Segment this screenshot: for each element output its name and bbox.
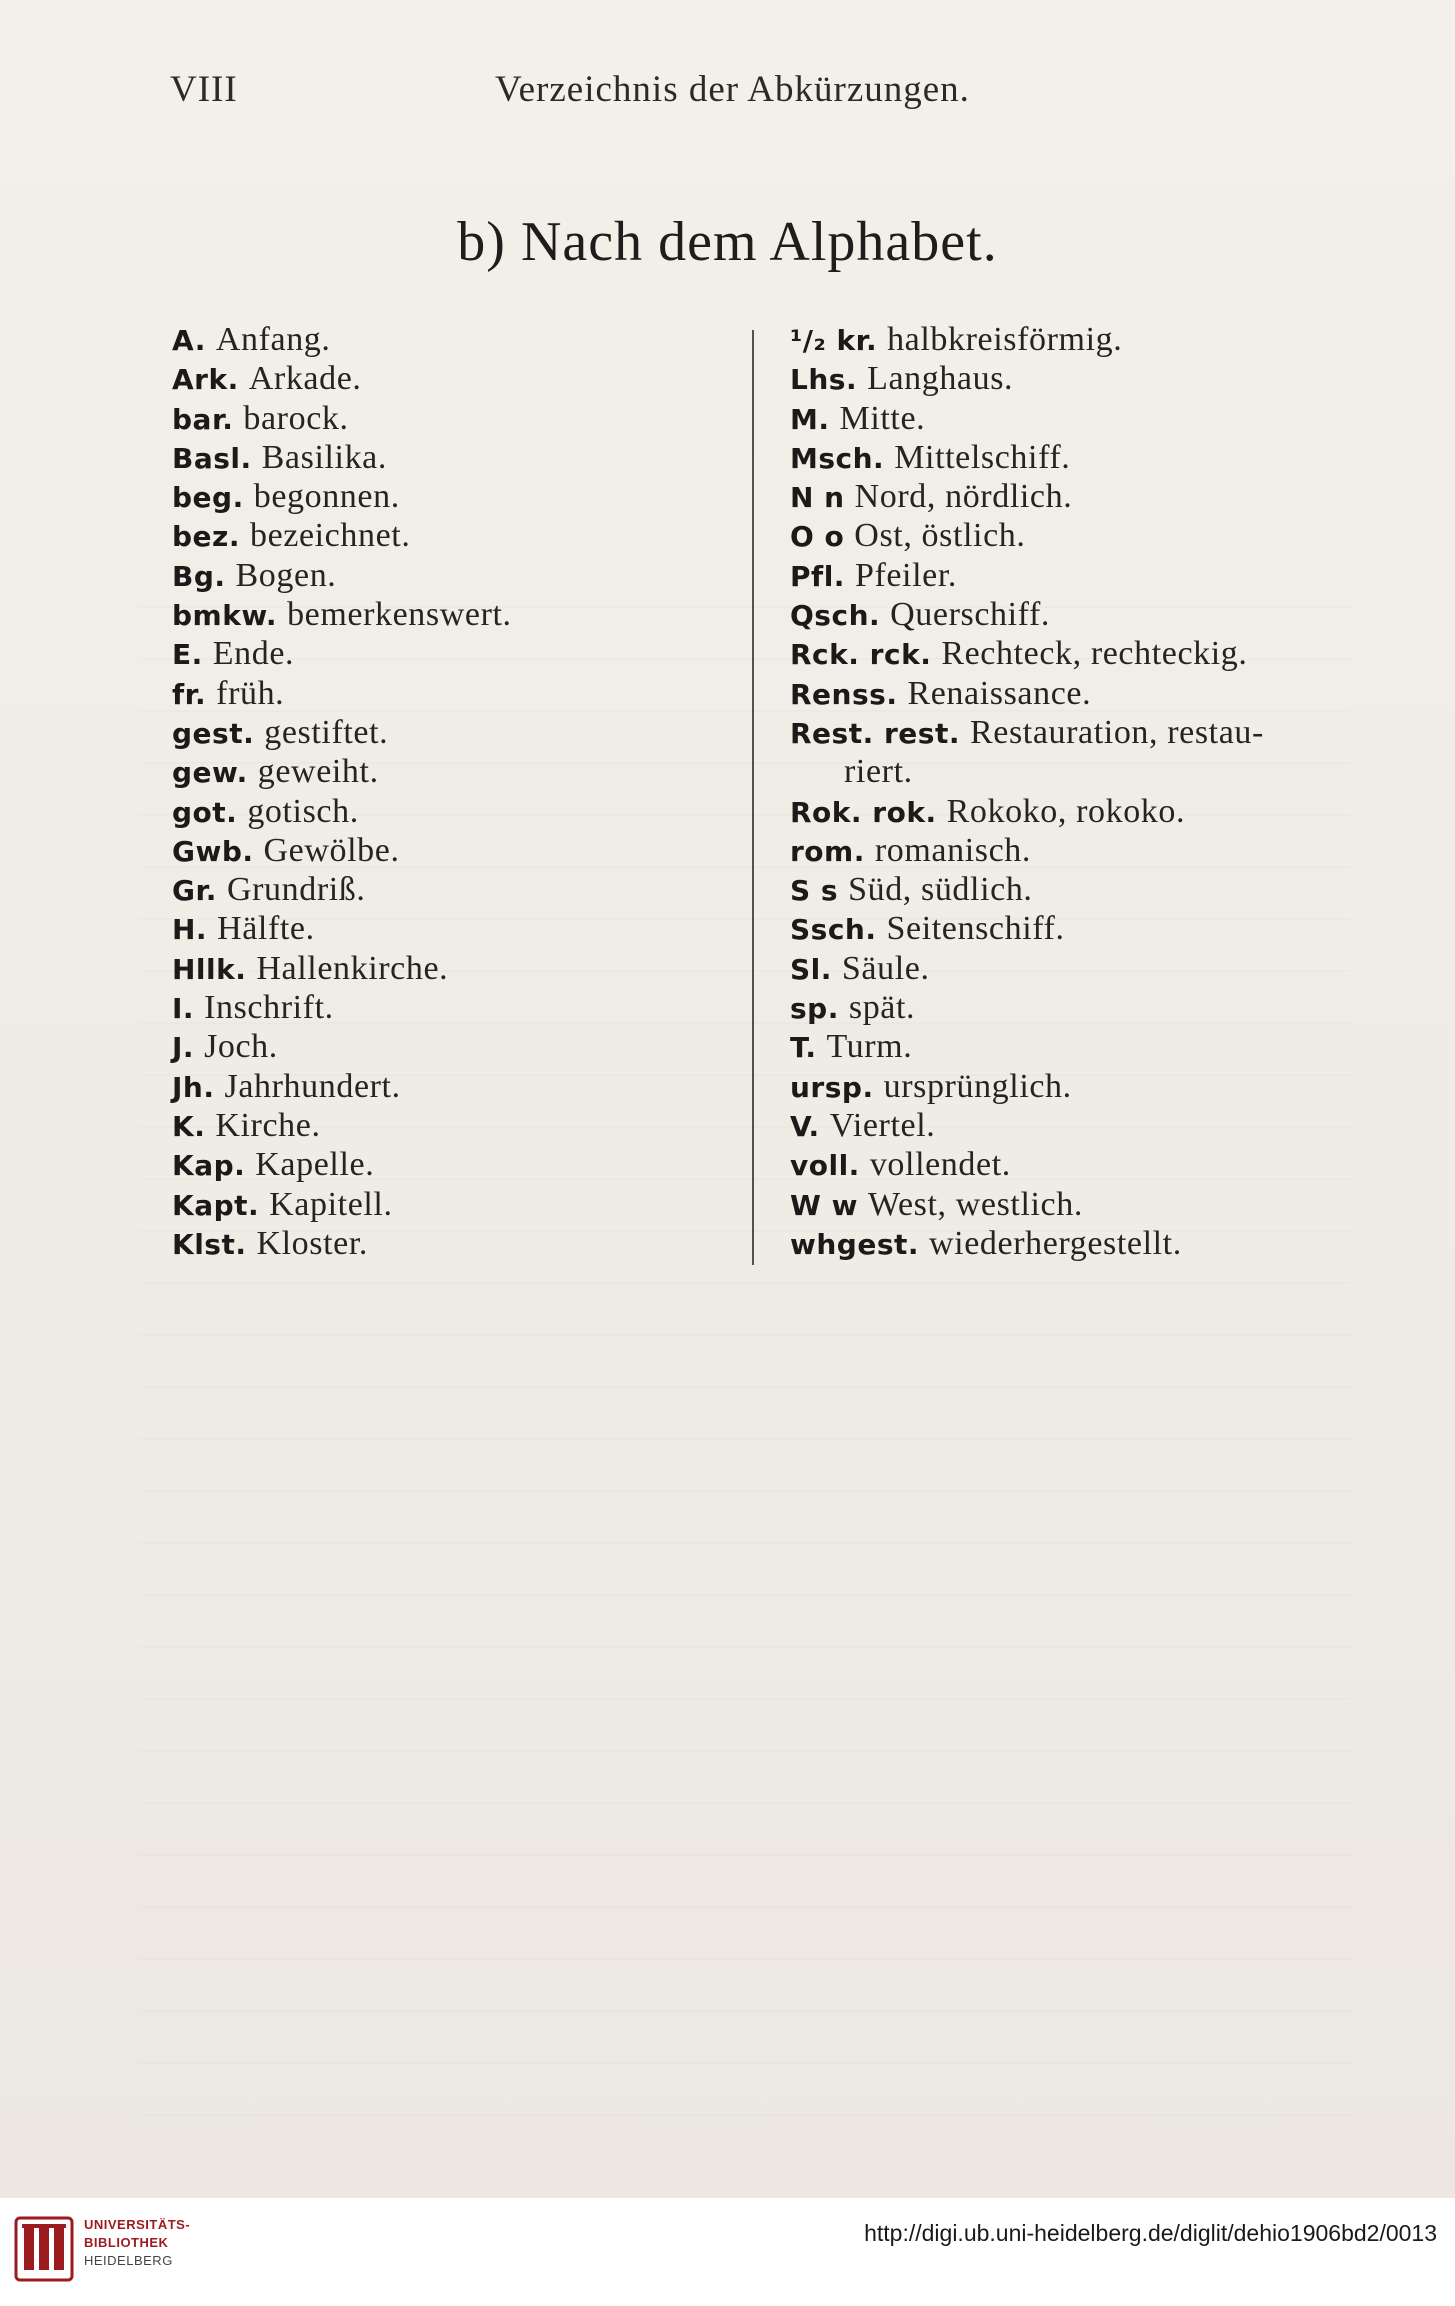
abbreviation-entry [172,1224,732,1263]
abbreviation-meaning: Grundriß. [226,871,366,909]
abbreviation-entry [172,1145,732,1184]
abbreviation-entry [790,713,1380,752]
abbreviation: E. [172,638,203,672]
abbreviation-entry [790,988,1380,1027]
abbreviation-entry [790,1224,1380,1263]
abbreviation: S s [790,874,839,908]
abbreviation-meaning: geweiht. [257,753,379,791]
abbreviation: O o [790,520,845,554]
section-heading: b) Nach dem Alphabet. [457,211,998,273]
abbreviation-meaning: Kloster. [256,1224,368,1262]
abbreviation: Kapt. [172,1188,260,1222]
page-number: VIII [170,69,238,110]
abbreviation-entry [172,438,732,477]
abbreviation: N n [790,481,845,515]
abbreviation: I. [172,992,195,1026]
abbreviation: J. [172,1031,195,1065]
abbreviation: gest. [172,716,255,750]
abbreviation-entry [172,752,732,791]
abbreviation-meaning: romanisch. [874,831,1031,869]
abbreviation: ursp. [790,1070,874,1104]
abbreviation-entry [790,1106,1380,1145]
abbreviation-entry [790,909,1380,948]
abbreviation-entry [172,1027,732,1066]
running-head-title: Verzeichnis der Abkürzungen. [495,69,970,110]
abbreviation: Renss. [790,677,898,711]
abbreviation: Kap. [172,1149,246,1183]
abbreviation: Sl. [790,952,832,986]
abbreviation-meaning: ursprünglich. [883,1067,1072,1105]
abbreviation: Jh. [172,1070,215,1104]
abbreviation-entry [790,1067,1380,1106]
abbreviation-entry [790,949,1380,988]
abbreviation-meaning: begonnen. [253,478,400,516]
abbreviation-entry [172,595,732,634]
abbreviation-meaning: halbkreisförmig. [887,321,1123,358]
abbreviation-meaning: West, westlich. [868,1185,1083,1223]
source-url-link[interactable]: http://digi.ub.uni-heidelberg.de/diglit/dehio1906bd2/0013 [864,2220,1437,2246]
abbreviation-entry [172,477,732,516]
abbreviation-entry [172,949,732,988]
abbreviation: Hllk. [172,952,247,986]
abbreviation: Qsch. [790,599,881,633]
abbreviation-meaning: bemerkenswert. [287,596,512,634]
abbreviation-entry [790,320,1380,359]
abbreviation-entry [790,399,1380,438]
abbreviation: Ssch. [790,913,877,947]
abbreviation-meaning: Anfang. [215,321,331,358]
abbreviation-meaning: Ost, östlich. [854,517,1026,555]
abbreviation-meaning: Jahrhundert. [224,1067,401,1105]
abbreviation: M. [790,402,830,436]
abbreviation-entry [172,359,732,398]
abbreviation-entry [790,595,1380,634]
abbreviation-entry [172,792,732,831]
abbreviation-entry [172,1185,732,1224]
library-logo[interactable] [0,2210,260,2294]
abbreviation-meaning: Hälfte. [217,910,315,948]
abbreviation: beg. [172,481,244,515]
abbreviation-entry [790,792,1380,831]
abbreviation: ¹/₂ kr. [790,324,878,357]
abbreviation: W w [790,1188,858,1222]
abbreviation: Lhs. [790,363,858,397]
abbreviation-entry [790,556,1380,595]
abbreviation-meaning: vollendet. [869,1146,1011,1184]
abbreviation-entry-continuation [790,752,1380,791]
abbreviation-meaning: Langhaus. [867,360,1014,398]
abbreviation-entry [172,516,732,555]
abbreviation-entry [172,1067,732,1106]
abbreviation-meaning: Bogen. [235,556,337,594]
abbreviation-entry [172,674,732,713]
abbreviation: got. [172,795,238,829]
abbreviation-entry [790,1027,1380,1066]
abbreviation: Pfl. [790,559,845,593]
library-name-line: UNIVERSITÄTS- [84,2217,191,2232]
abbreviation-meaning: Hallenkirche. [256,949,449,987]
library-name [84,2216,190,2270]
abbreviation-entry [790,634,1380,673]
abbreviation-meaning: spät. [848,989,916,1027]
abbreviation-meaning: gotisch. [247,792,359,830]
abbreviation-meaning: Inschrift. [204,989,334,1027]
abbreviation-meaning: Arkade. [248,360,362,398]
abbreviation-meaning: Kapitell. [269,1185,393,1223]
abbreviation-meaning: Viertel. [829,1106,936,1144]
library-seal-icon [14,2216,74,2282]
abbreviation-entry [172,399,732,438]
abbreviation-meaning: Restauration, restau- [969,713,1264,751]
abbreviation: T. [790,1031,817,1065]
abbreviation-entry [790,1145,1380,1184]
abbreviation: Gr. [172,874,217,908]
abbreviation-entry [172,870,732,909]
abbreviation: Rest. rest. [790,716,960,750]
abbreviation: bmkw. [172,599,278,633]
abbreviation-entry [790,516,1380,555]
column-divider [752,330,754,1265]
abbreviation-entry [172,988,732,1027]
abbreviation-meaning: Mittelschiff. [894,438,1071,476]
library-name-line: BIBLIOTHEK [84,2235,169,2250]
abbreviation-meaning: Seitenschiff. [886,910,1065,948]
abbreviation-meaning: riert. [844,753,913,791]
abbreviation: gew. [172,756,248,790]
abbreviation: Rck. rck. [790,638,932,672]
abbreviation-meaning: Kirche. [215,1106,321,1144]
abbreviation-meaning: wiederhergestellt. [929,1224,1182,1262]
abbreviation-meaning: gestiftet. [264,713,389,751]
abbreviation: whgest. [790,1227,920,1261]
abbreviation-meaning: Säule. [841,949,930,987]
abbreviation-entry [172,634,732,673]
abbreviation-entry [790,477,1380,516]
abbreviation-meaning: Rokoko, rokoko. [946,792,1186,830]
abbreviation-meaning: bezeichnet. [249,517,411,555]
abbreviation-entry [172,320,732,359]
abbreviation-meaning: Nord, nördlich. [854,478,1073,516]
abbreviation-entry [790,359,1380,398]
abbreviation-entry [790,1185,1380,1224]
abbreviation-entry [172,556,732,595]
abbreviation: bar. [172,402,234,436]
abbreviation-entry [172,713,732,752]
library-footer [0,2198,1455,2306]
abbreviation: rom. [790,834,865,868]
abbreviation: fr. [172,677,207,711]
abbreviation: Rok. rok. [790,795,937,829]
abbreviation-entry [790,674,1380,713]
abbreviation-meaning: Basilika. [261,438,387,476]
abbreviation-meaning: Süd, südlich. [848,871,1033,909]
abbreviation-meaning: Rechteck, rechteckig. [941,635,1248,673]
abbreviation: Klst. [172,1227,247,1261]
abbreviation-entry [790,831,1380,870]
abbreviation: Basl. [172,441,252,475]
abbreviation-entry [172,909,732,948]
abbreviation: K. [172,1109,206,1143]
abbreviation: A. [172,324,206,357]
abbreviation-meaning: Kapelle. [255,1146,375,1184]
abbreviation-entry [172,1106,732,1145]
library-name-line: HEIDELBERG [84,2253,173,2268]
abbreviation-meaning: Ende. [212,635,295,673]
abbreviation-meaning: Turm. [826,1028,913,1066]
abbreviation-entry [790,870,1380,909]
abbreviation-meaning: früh. [216,674,285,712]
abbreviation-meaning: Pfeiler. [854,556,957,594]
right-abbreviation-column [790,320,1380,1263]
abbreviation-meaning: Gewölbe. [263,831,400,869]
abbreviation: V. [790,1109,820,1143]
abbreviation: Msch. [790,441,885,475]
abbreviation: Ark. [172,363,239,397]
abbreviation: Gwb. [172,834,254,868]
left-abbreviation-column [172,320,732,1263]
running-head [170,68,1285,128]
abbreviation-entry [790,438,1380,477]
abbreviation-meaning: Joch. [204,1028,278,1066]
abbreviation: voll. [790,1149,860,1183]
abbreviation: H. [172,913,208,947]
abbreviation-entry [172,831,732,870]
abbreviation: Bg. [172,559,226,593]
abbreviation-meaning: Mitte. [839,399,926,437]
abbreviation-meaning: Querschiff. [890,596,1051,634]
abbreviation-meaning: Renaissance. [907,674,1092,712]
abbreviation: sp. [790,992,839,1026]
abbreviation: bez. [172,520,240,554]
abbreviation-meaning: barock. [243,399,349,437]
